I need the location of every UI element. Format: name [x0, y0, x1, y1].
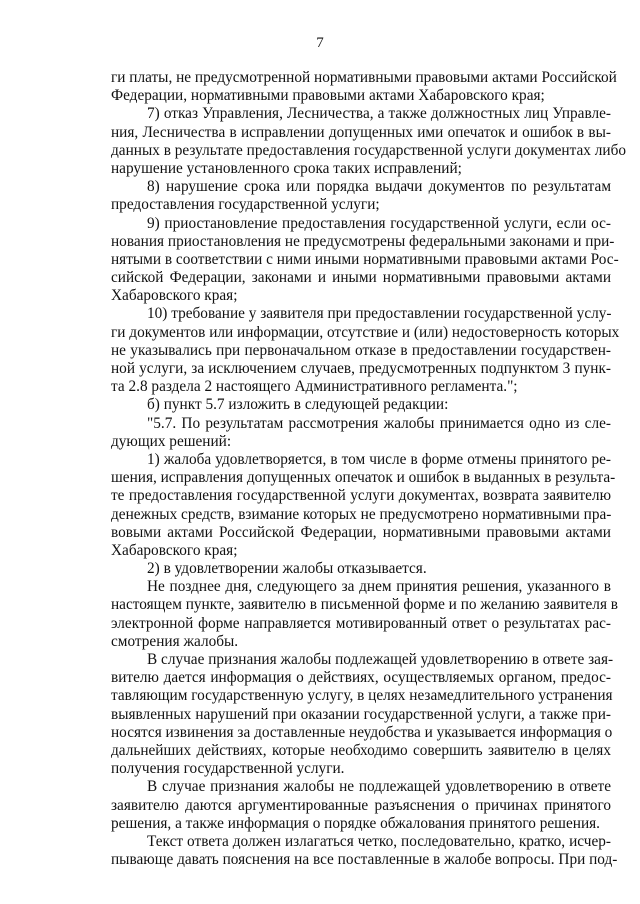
- text-line: "5.7. По результатам рассмотрения жалобы принимается одно из сле-: [147, 414, 611, 432]
- text-line: 1) жалоба удовлетворяется, в том числе в форме отмены принятого ре-: [147, 450, 611, 468]
- text-line: 2) в удовлетворении жалобы отказывается.: [147, 560, 427, 578]
- text-line: нарушение установленного срока таких исправлений;: [111, 159, 462, 177]
- text-line: выявленных нарушений при оказании государственной услуги, а также при-: [111, 705, 611, 723]
- text-line: Хабаровского края;: [111, 541, 238, 559]
- text-line: настоящем пункте, заявителю в письменной форме и по желанию заявителя в: [111, 596, 619, 614]
- text-line: б) пункт 5.7 изложить в следующей редакции:: [147, 396, 449, 414]
- text-line: ния, Лесничества в исправлении допущенных ими опечаток и ошибок в вы-: [111, 123, 611, 141]
- text-line: смотрения жалобы.: [111, 632, 239, 650]
- text-line: Не позднее дня, следующего за днем принятия решения, указанного в: [147, 578, 611, 596]
- text-line: 9) приостановление предоставления государственной услуги, если ос-: [147, 214, 611, 232]
- text-line: вителю дается информация о действиях, осуществляемых органом, предос-: [111, 669, 611, 687]
- text-line: Федерации, нормативными правовыми актами Хабаровского края;: [111, 87, 545, 105]
- text-line: электронной форме направляется мотивированный ответ о результатах рас-: [111, 614, 611, 632]
- text-line: получения государственной услуги.: [111, 760, 345, 778]
- text-line: шения, исправления допущенных опечаток и ошибок в выданных в результа-: [111, 469, 616, 487]
- text-line: денежных средств, взимание которых не предусмотрено нормативными пра-: [111, 505, 612, 523]
- text-line: решения, а также информация о порядке обжалования принятого решения.: [111, 814, 600, 832]
- text-line: В случае признания жалобы не подлежащей удовлетворению в ответе: [147, 778, 611, 796]
- document-body: [111, 69, 626, 869]
- text-line: ги документов или информации, отсутствие и (или) недостоверность которых: [111, 323, 620, 341]
- text-line: 8) нарушение срока или порядка выдачи документов по результатам: [147, 178, 611, 196]
- text-line: дующих решений:: [111, 432, 232, 450]
- text-line: сийской Федерации, законами и иными нормативными правовыми актами: [111, 269, 611, 287]
- text-line: заявителю даются аргументированные разъяснения о причинах принятого: [111, 796, 611, 814]
- text-line: ги платы, не предусмотренной нормативными правовыми актами Российской: [111, 69, 617, 86]
- text-line: нования приостановления не предусмотрены федеральными законами и при-: [111, 232, 615, 250]
- text-line: Текст ответа должен излагаться четко, последовательно, кратко, исчер-: [147, 832, 611, 850]
- text-line: дальнейших действиях, которые необходимо совершить заявителю в целях: [111, 741, 611, 759]
- text-line: не указывались при первоначальном отказе в предоставлении государствен-: [111, 341, 611, 359]
- text-line: та 2.8 раздела 2 настоящего Административного регламента.";: [111, 378, 518, 396]
- text-line: В случае признания жалобы подлежащей удовлетворению в ответе зая-: [147, 651, 614, 668]
- text-line: нятыми в соответствии с ними иными нормативными правовыми актами Рос-: [111, 250, 619, 268]
- text-line: 7) отказ Управления, Лесничества, а также должностных лиц Управле-: [147, 105, 611, 123]
- text-line: Хабаровского края;: [111, 287, 238, 305]
- text-line: пывающе давать пояснения на все поставленные в жалобе вопросы. При под-: [111, 851, 618, 869]
- text-line: те предоставления государственной услуги документах, возврата заявителю: [111, 487, 611, 505]
- text-line: данных в результате предоставления государственной услуги документах либо: [111, 141, 626, 159]
- text-line: 10) требование у заявителя при предоставлении государственной услу-: [147, 305, 612, 323]
- text-line: предоставления государственной услуги;: [111, 196, 380, 214]
- text-line: тавляющим государственную услугу, в целях незамедлительного устранения: [111, 687, 613, 705]
- text-line: носятся извинения за доставленные неудобства и указывается информация о: [111, 723, 613, 741]
- text-line: ной услуги, за исключением случаев, предусмотренных подпунктом 3 пунк-: [111, 360, 611, 377]
- text-line: вовыми актами Российской Федерации, нормативными правовыми актами: [111, 523, 611, 541]
- page-number: 7: [316, 35, 324, 51]
